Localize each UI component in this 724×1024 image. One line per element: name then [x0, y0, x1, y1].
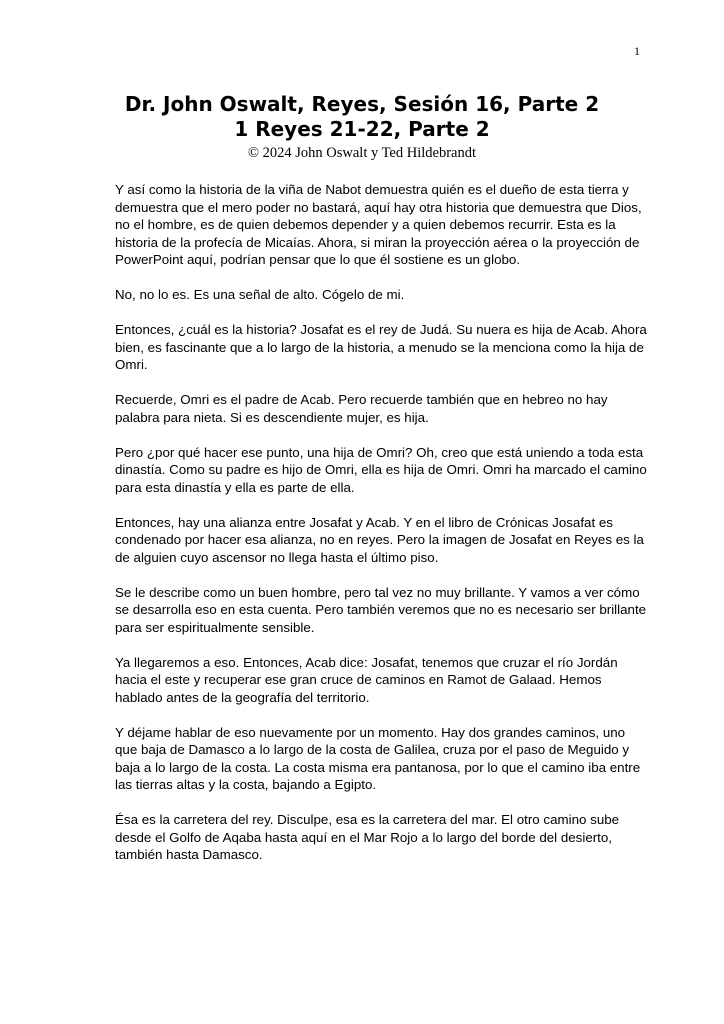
paragraph: Y déjame hablar de eso nuevamente por un momento. Hay dos grandes caminos, uno que baja de Damasco a lo largo de la costa de Galilea, cruza por el paso de Meguido y baja a lo largo de la costa. La costa misma era pantanosa, por lo que el camino iba entre las tierras altas y la costa, bajando a Egipto.: [115, 724, 641, 792]
paragraph: Entonces, ¿cuál es la historia? Josafat es el rey de Judá. Su nuera es hija de Acab. Ahora bien, es fascinante que a lo largo de la historia, a menudo se la menciona como la hija de Omri.: [115, 322, 647, 372]
document-title: Dr. John Oswalt, Reyes, Sesión 16, Parte 2: [124, 92, 600, 116]
document-subtitle: 1 Reyes 21-22, Parte 2: [234, 117, 490, 141]
page-number: 1: [634, 44, 640, 58]
paragraph: Recuerde, Omri es el padre de Acab. Pero recuerde también que en hebreo no hay palabra para nieta. Si es descendiente mujer, es hija.: [115, 392, 608, 425]
copyright-line: © 2024 John Oswalt y Ted Hildebrandt: [247, 145, 476, 161]
paragraph: Ya llegaremos a eso. Entonces, Acab dice: Josafat, tenemos que cruzar el río Jordán hacia el este y recuperar ese gran cruce de caminos en Ramot de Galaad. Hemos hablado antes de la geografía del territorio.: [115, 654, 618, 705]
paragraph: No, no lo es. Es una señal de alto. Cógelo de mi.: [115, 287, 405, 302]
paragraph: Entonces, hay una alianza entre Josafat y Acab. Y en el libro de Crónicas Josafat es condenado por hacer esa alianza, no en reyes. Pero la imagen de Josafat en Reyes es la de alguien cuyo ascensor no llega hasta el último piso.: [115, 514, 644, 565]
paragraph: Pero ¿por qué hacer ese punto, una hija de Omri? Oh, creo que está uniendo a toda esta dinastía. Como su padre es hijo de Omri, ella es hija de Omri. Omri ha marcado el camino para esta dinastía y ella es parte de ella.: [115, 444, 647, 495]
paragraph: Y así como la historia de la viña de Nabot demuestra quién es el dueño de esta tierra y demuestra que el mero poder no bastará, aquí hay otra historia que demuestra que Dios, no el hombre, es de quien debemos depender y a quien debemos recurrir. Esta es la historia de la profecía de Micaías. Ahora, si miran la proyección aérea o la proyección de PowerPoint aquí, podrían pensar que lo que él sostiene es un globo.: [115, 182, 642, 267]
paragraph: Ésa es la carretera del rey. Disculpe, esa es la carretera del mar. El otro camino sube desde el Golfo de Aqaba hasta aquí en el Mar Rojo a lo largo del borde del desierto, también hasta Damasco.: [115, 812, 620, 862]
document-header: [0, 92, 724, 162]
paragraph: Se le describe como un buen hombre, pero tal vez no muy brillante. Y vamos a ver cómo se desarrolla eso en esta cuenta. Pero también veremos que no es necesario ser brillante para ser espiritualmente sensible.: [115, 584, 647, 635]
document-body: [115, 181, 647, 881]
